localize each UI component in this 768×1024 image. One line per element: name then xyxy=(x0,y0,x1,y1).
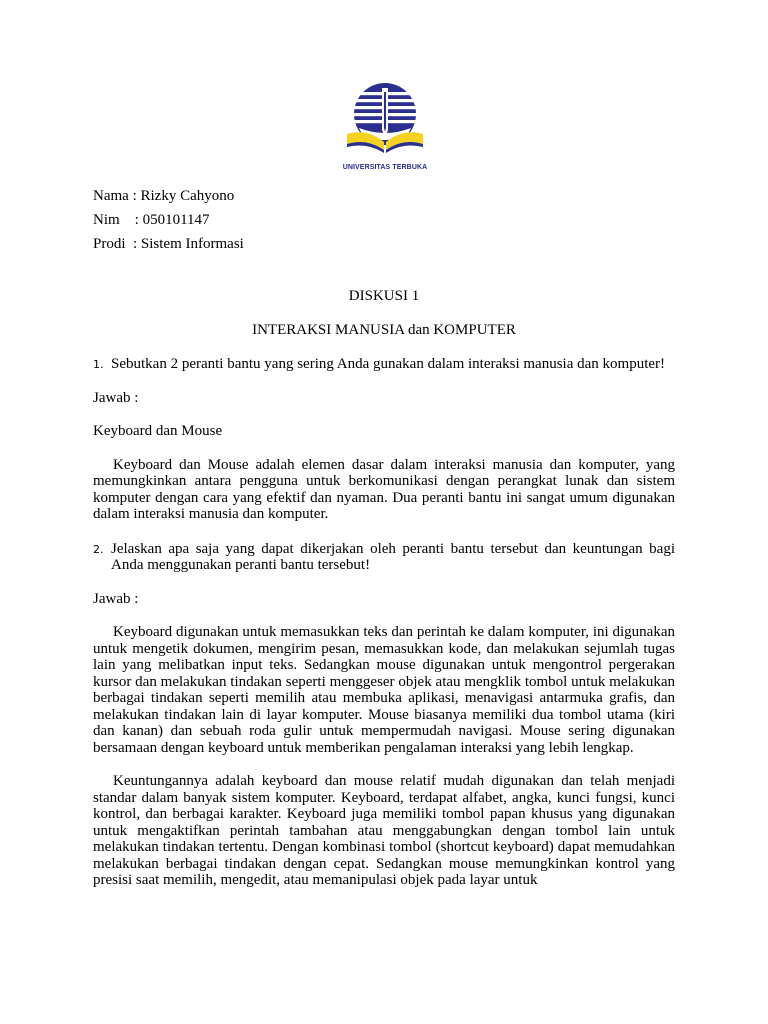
question-text: Sebutkan 2 peranti bantu yang sering Anda gunakan dalam interaksi manusia dan komputer! xyxy=(111,356,666,372)
document-title: DISKUSI 1 xyxy=(348,288,420,304)
answer-heading: Keyboard dan Mouse xyxy=(93,423,223,439)
question-number: 1. xyxy=(93,358,104,371)
student-nim: Nim : 050101147 xyxy=(93,212,210,228)
question-number: 2. xyxy=(93,542,104,556)
question-2 xyxy=(93,541,675,574)
student-name: Nama : Rizky Cahyono xyxy=(93,188,235,204)
question-1 xyxy=(93,356,675,373)
student-prodi: Prodi : Sistem Informasi xyxy=(93,236,244,252)
university-logo xyxy=(337,72,433,178)
university-emblem-icon xyxy=(337,72,433,164)
document-body xyxy=(93,186,675,889)
answer-label: Jawab : xyxy=(93,389,139,406)
document-subtitle: INTERAKSI MANUSIA dan KOMPUTER xyxy=(252,321,516,338)
logo-text: UNIVERSITAS TERBUKA xyxy=(342,164,428,171)
question-text: Jelaskan apa saja yang dapat dikerjakan oleh peranti bantu tersebut dan keuntungan bagi Anda menggunakan peranti bantu tersebut! xyxy=(111,540,675,573)
answer-label: Jawab : xyxy=(93,590,139,607)
answer-paragraph: Keyboard dan Mouse adalah elemen dasar dalam interaksi manusia dan komputer, yang memungkinkan antara pengguna untuk berkomunikasi dengan perangkat lunak dan sistem komputer dengan cara yang efektif dan nyaman. Dua peranti bantu ini sangat umum digunakan dalam interaksi manusia dan komputer. xyxy=(93,456,675,522)
answer-paragraph: Keyboard digunakan untuk memasukkan teks dan perintah ke dalam komputer, ini digunakan untuk mengetik dokumen, mengirim pesan, memasukkan kode, dan melakukan sejumlah tugas lain yang melibatkan input teks. Sedangkan mouse digunakan untuk mengontrol pergerakan kursor dan melakukan tindakan seperti menggeser objek atau mengklik tombol untuk melakukan berbagai tindakan seperti memilih atau membuka aplikasi, menavigasi antarmuka grafis, dan melakukan tindakan lain di layar komputer. Mouse biasanya memiliki dua tombol utama (kiri dan kanan) dan sebuah roda gulir untuk mempermudah navigasi. Mouse sering digunakan bersamaan dengan keyboard untuk memberikan pengalaman interaksi yang lebih lengkap. xyxy=(93,624,675,756)
answer-paragraph: Keuntungannya adalah keyboard dan mouse relatif mudah digunakan dan telah menjadi standar dalam banyak sistem komputer. Keyboard, terdapat alfabet, angka, kunci fungsi, kunci kontrol, dan berbagai karakter. Keyboard juga memiliki tombol papan khusus yang digunakan untuk mengaktifkan perintah tambahan atau menggabungkan dengan tombol lain untuk melakukan tindakan tertentu. Dengan kombinasi tombol (shortcut keyboard) dapat memudahkan melakukan berbagai tindakan dengan cepat. Sedangkan mouse memungkinkan kontrol yang presisi saat memilih, mengedit, atau memanipulasi objek pada layar untuk xyxy=(93,773,675,888)
